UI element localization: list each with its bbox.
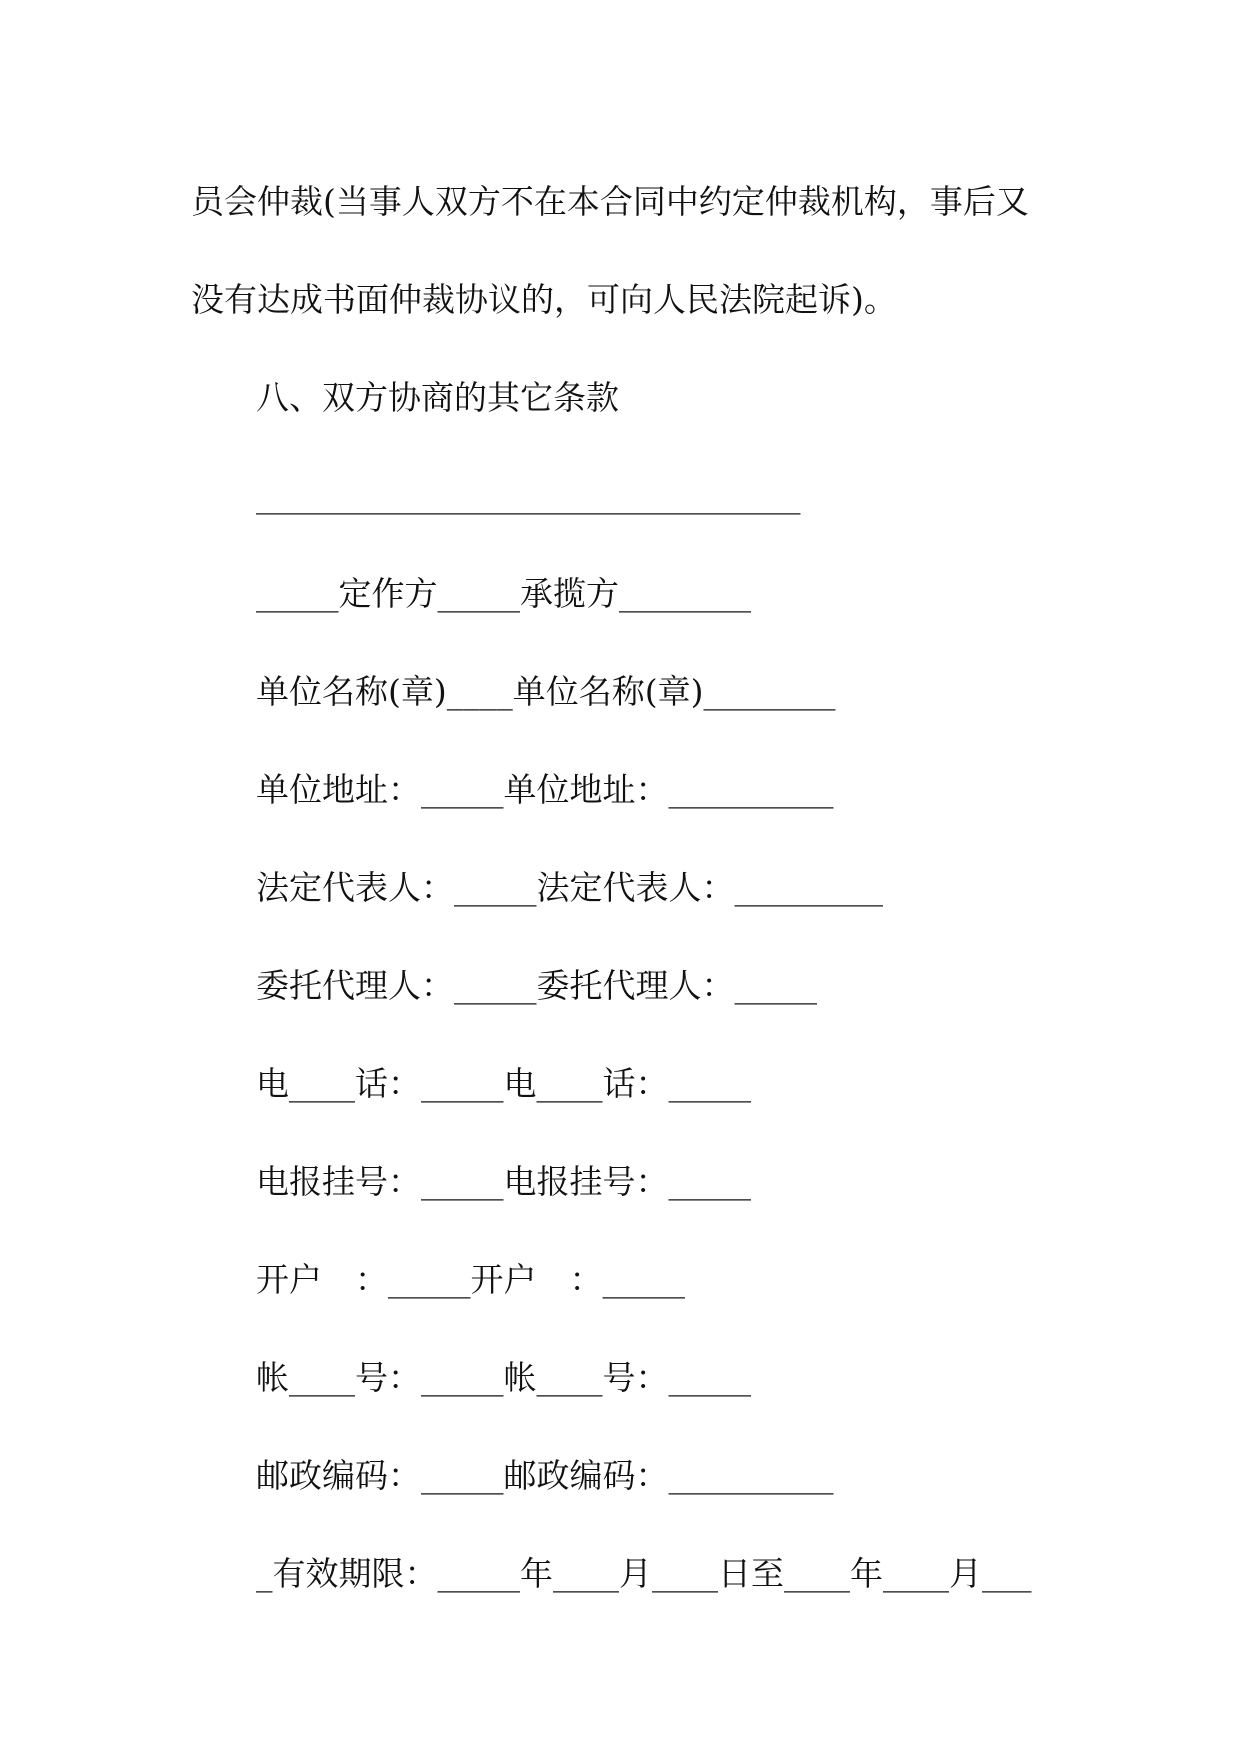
signature-parties-header: _____定作方_____承揽方________ (256, 574, 751, 613)
signature-row-account-number: 帐____号：_____帐____号：_____ (256, 1358, 751, 1397)
contract-text (191, 153, 1191, 1623)
paragraph-continuation-line: 没有达成书面仲裁协议的，可向人民法院起诉)。 (191, 280, 897, 319)
signature-row-legal-representative: 法定代表人：_____法定代表人：_________ (256, 868, 883, 907)
signature-row-validity-period: _有效期限：_____年____月____日至____年____月___ (256, 1554, 1032, 1593)
signature-row-telephone: 电____话：_____电____话：_____ (256, 1064, 751, 1103)
paragraph-continuation-line: 员会仲裁(当事人双方不在本合同中约定仲裁机构，事后又 (191, 182, 1029, 221)
signature-row-telegraph-code: 电报挂号：_____电报挂号：_____ (256, 1162, 751, 1201)
section-heading: 八、双方协商的其它条款 (256, 378, 619, 417)
blank-fill-line: _________________________________ (256, 476, 801, 515)
signature-row-unit-name: 单位名称(章)____单位名称(章)________ (256, 672, 836, 711)
signature-row-postal-code: 邮政编码：_____邮政编码：__________ (256, 1456, 834, 1495)
signature-row-bank: 开户 ：_____开户 ：_____ (256, 1260, 685, 1299)
signature-row-authorized-agent: 委托代理人：_____委托代理人：_____ (256, 966, 817, 1005)
signature-row-unit-address: 单位地址：_____单位地址：__________ (256, 770, 834, 809)
